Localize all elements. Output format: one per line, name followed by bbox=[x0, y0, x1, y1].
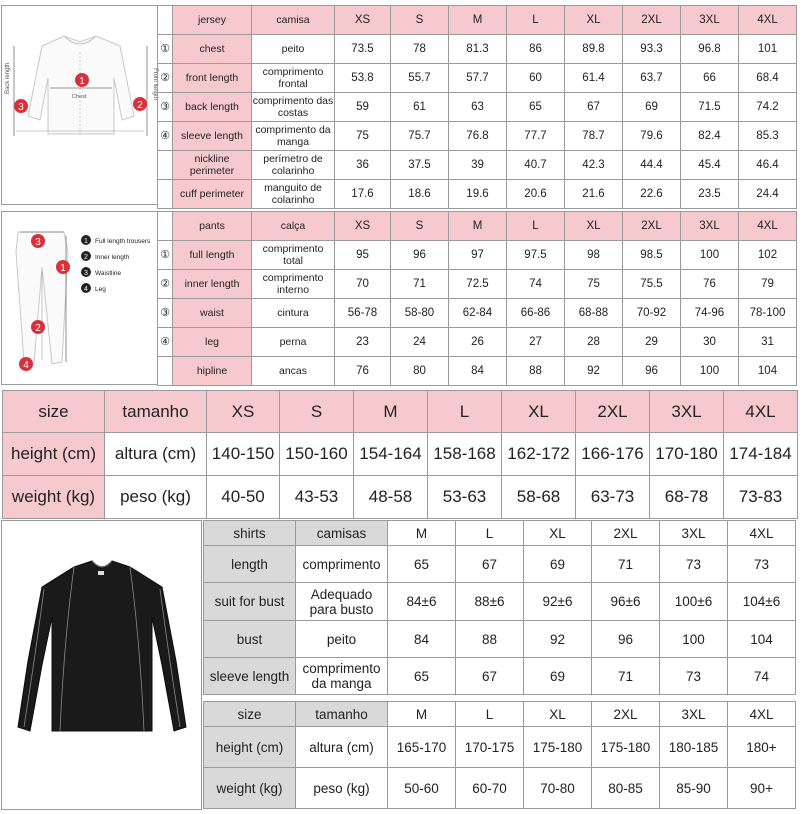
value-cell: 18.6 bbox=[391, 180, 449, 209]
table-row bbox=[158, 151, 797, 180]
row-label-en: weight (kg) bbox=[3, 476, 105, 519]
row-label-en: cuff perimeter bbox=[173, 180, 252, 209]
value-cell: 180+ bbox=[728, 727, 796, 768]
table-row bbox=[158, 299, 797, 328]
row-label-pt: perna bbox=[252, 328, 335, 357]
value-cell: 88 bbox=[507, 357, 565, 386]
value-cell: 71 bbox=[592, 546, 660, 583]
table-row bbox=[158, 328, 797, 357]
pants-table bbox=[157, 211, 797, 386]
shirts-header-pt: camisas bbox=[296, 521, 388, 546]
jersey-diagram-svg bbox=[2, 6, 157, 204]
value-cell: 36 bbox=[335, 151, 391, 180]
row-label-pt: ancas bbox=[252, 357, 335, 386]
value-cell: 75 bbox=[335, 122, 391, 151]
value-cell: 65 bbox=[388, 546, 456, 583]
row-label-en: bust bbox=[204, 621, 296, 658]
value-cell: 80 bbox=[391, 357, 449, 386]
row-index: ① bbox=[158, 35, 173, 64]
value-cell: 23 bbox=[335, 328, 391, 357]
value-cell: 68-78 bbox=[650, 476, 724, 519]
value-cell: 166-176 bbox=[576, 433, 650, 476]
size-header: XS bbox=[335, 6, 391, 35]
front-length-label: Front length bbox=[152, 68, 158, 101]
marker-4-num: 4 bbox=[23, 360, 29, 371]
value-cell: 17.6 bbox=[335, 180, 391, 209]
legend-num: 2 bbox=[84, 254, 88, 261]
value-cell: 92 bbox=[565, 357, 623, 386]
size-header: XL bbox=[565, 212, 623, 241]
table-row bbox=[158, 180, 797, 209]
row-label-en: suit for bust bbox=[204, 583, 296, 621]
row-label-en: leg bbox=[173, 328, 252, 357]
size-header: M bbox=[388, 702, 456, 727]
value-cell: 85-90 bbox=[660, 768, 728, 809]
chest-label: Chest bbox=[72, 94, 87, 100]
pants-header-pt: calça bbox=[252, 212, 335, 241]
value-cell: 65 bbox=[507, 93, 565, 122]
value-cell: 104 bbox=[728, 621, 796, 658]
shirt-sizes-table bbox=[203, 701, 796, 809]
value-cell: 102 bbox=[739, 241, 797, 270]
value-cell: 53-63 bbox=[428, 476, 502, 519]
row-label-pt: comprimento interno bbox=[252, 270, 335, 299]
row-label-pt: altura (cm) bbox=[296, 727, 388, 768]
table-row bbox=[204, 727, 796, 768]
value-cell: 76.8 bbox=[449, 122, 507, 151]
size-header: L bbox=[456, 702, 524, 727]
size-header: S bbox=[391, 6, 449, 35]
value-cell: 58-68 bbox=[502, 476, 576, 519]
row-index bbox=[158, 357, 173, 386]
pants-header-row bbox=[158, 212, 797, 241]
size-header: XL bbox=[524, 702, 592, 727]
jersey-diagram bbox=[1, 5, 158, 205]
value-cell: 57.7 bbox=[449, 64, 507, 93]
value-cell: 67 bbox=[456, 658, 524, 695]
value-cell: 60 bbox=[507, 64, 565, 93]
size-guide-table bbox=[2, 390, 798, 519]
row-index: ④ bbox=[158, 122, 173, 151]
shirt-sizes-header-row bbox=[204, 702, 796, 727]
value-cell: 45.4 bbox=[681, 151, 739, 180]
value-cell: 50-60 bbox=[388, 768, 456, 809]
value-cell: 75.5 bbox=[623, 270, 681, 299]
value-cell: 63.7 bbox=[623, 64, 681, 93]
pants-table-wrap bbox=[157, 211, 797, 386]
marker-2-num: 2 bbox=[35, 323, 41, 334]
size-header: 2XL bbox=[592, 521, 660, 546]
value-cell: 180-185 bbox=[660, 727, 728, 768]
row-label-pt: Adequado para busto bbox=[296, 583, 388, 621]
size-header: 2XL bbox=[623, 6, 681, 35]
size-header: L bbox=[428, 391, 502, 433]
value-cell: 24 bbox=[391, 328, 449, 357]
value-cell: 96 bbox=[391, 241, 449, 270]
value-cell: 92 bbox=[524, 621, 592, 658]
jersey-index-header bbox=[158, 6, 173, 35]
value-cell: 100 bbox=[681, 357, 739, 386]
size-header: M bbox=[449, 6, 507, 35]
value-cell: 76 bbox=[335, 357, 391, 386]
value-cell: 100 bbox=[660, 621, 728, 658]
row-label-pt: cintura bbox=[252, 299, 335, 328]
value-cell: 85.3 bbox=[739, 122, 797, 151]
value-cell: 74-96 bbox=[681, 299, 739, 328]
row-label-pt: comprimento total bbox=[252, 241, 335, 270]
value-cell: 40.7 bbox=[507, 151, 565, 180]
value-cell: 175-180 bbox=[592, 727, 660, 768]
value-cell: 140-150 bbox=[207, 433, 280, 476]
value-cell: 79.6 bbox=[623, 122, 681, 151]
value-cell: 43-53 bbox=[280, 476, 354, 519]
row-label-en: length bbox=[204, 546, 296, 583]
legend-text: Full length trousers bbox=[95, 238, 151, 245]
value-cell: 74.2 bbox=[739, 93, 797, 122]
value-cell: 96 bbox=[623, 357, 681, 386]
value-cell: 44.4 bbox=[623, 151, 681, 180]
value-cell: 89.8 bbox=[565, 35, 623, 64]
value-cell: 39 bbox=[449, 151, 507, 180]
row-label-pt: perímetro de colarinho bbox=[252, 151, 335, 180]
row-label-pt: altura (cm) bbox=[105, 433, 207, 476]
table-row bbox=[3, 433, 798, 476]
value-cell: 30 bbox=[681, 328, 739, 357]
value-cell: 61 bbox=[391, 93, 449, 122]
size-header: L bbox=[507, 6, 565, 35]
value-cell: 68-88 bbox=[565, 299, 623, 328]
row-label-en: full length bbox=[173, 241, 252, 270]
value-cell: 75.7 bbox=[391, 122, 449, 151]
table-row bbox=[158, 64, 797, 93]
value-cell: 81.3 bbox=[449, 35, 507, 64]
value-cell: 82.4 bbox=[681, 122, 739, 151]
value-cell: 97.5 bbox=[507, 241, 565, 270]
value-cell: 158-168 bbox=[428, 433, 502, 476]
value-cell: 97 bbox=[449, 241, 507, 270]
value-cell: 78-100 bbox=[739, 299, 797, 328]
size-header: XL bbox=[565, 6, 623, 35]
row-label-en: back length bbox=[173, 93, 252, 122]
size-header: M bbox=[449, 212, 507, 241]
jersey-header-row bbox=[158, 6, 797, 35]
jersey-table-wrap bbox=[157, 5, 797, 209]
marker-1-num: 1 bbox=[79, 76, 85, 87]
value-cell: 79 bbox=[739, 270, 797, 299]
size-header: L bbox=[456, 521, 524, 546]
jersey-header-pt: camisa bbox=[252, 6, 335, 35]
row-label-pt: peito bbox=[296, 621, 388, 658]
value-cell: 27 bbox=[507, 328, 565, 357]
value-cell: 19.6 bbox=[449, 180, 507, 209]
value-cell: 162-172 bbox=[502, 433, 576, 476]
value-cell: 175-180 bbox=[524, 727, 592, 768]
value-cell: 93.3 bbox=[623, 35, 681, 64]
row-label-en: sleeve length bbox=[204, 658, 296, 695]
row-label-pt: peito bbox=[252, 35, 335, 64]
value-cell: 63 bbox=[449, 93, 507, 122]
value-cell: 71 bbox=[592, 658, 660, 695]
table-row bbox=[158, 93, 797, 122]
value-cell: 61.4 bbox=[565, 64, 623, 93]
row-index: ② bbox=[158, 64, 173, 93]
row-index bbox=[158, 180, 173, 209]
value-cell: 100 bbox=[681, 241, 739, 270]
size-guide-header-row bbox=[3, 391, 798, 433]
shirts-header-row bbox=[204, 521, 796, 546]
value-cell: 84 bbox=[388, 621, 456, 658]
row-label-en: hipline bbox=[173, 357, 252, 386]
size-header: S bbox=[280, 391, 354, 433]
value-cell: 42.3 bbox=[565, 151, 623, 180]
value-cell: 170-180 bbox=[650, 433, 724, 476]
row-label-pt: peso (kg) bbox=[105, 476, 207, 519]
value-cell: 69 bbox=[623, 93, 681, 122]
value-cell: 165-170 bbox=[388, 727, 456, 768]
value-cell: 86 bbox=[507, 35, 565, 64]
value-cell: 69 bbox=[524, 546, 592, 583]
shirts-table bbox=[203, 520, 796, 695]
value-cell: 84 bbox=[449, 357, 507, 386]
value-cell: 26 bbox=[449, 328, 507, 357]
row-label-en: front length bbox=[173, 64, 252, 93]
value-cell: 78 bbox=[391, 35, 449, 64]
size-header: 4XL bbox=[739, 6, 797, 35]
value-cell: 69 bbox=[524, 658, 592, 695]
size-header: XL bbox=[524, 521, 592, 546]
value-cell: 90+ bbox=[728, 768, 796, 809]
value-cell: 31 bbox=[739, 328, 797, 357]
value-cell: 29 bbox=[623, 328, 681, 357]
value-cell: 77.7 bbox=[507, 122, 565, 151]
value-cell: 66 bbox=[681, 64, 739, 93]
value-cell: 40-50 bbox=[207, 476, 280, 519]
value-cell: 71 bbox=[391, 270, 449, 299]
row-label-en: chest bbox=[173, 35, 252, 64]
size-header: XS bbox=[207, 391, 280, 433]
value-cell: 78.7 bbox=[565, 122, 623, 151]
row-label-pt: comprimento frontal bbox=[252, 64, 335, 93]
table-row bbox=[204, 583, 796, 621]
value-cell: 22.6 bbox=[623, 180, 681, 209]
value-cell: 74 bbox=[507, 270, 565, 299]
size-header: 2XL bbox=[592, 702, 660, 727]
value-cell: 104 bbox=[739, 357, 797, 386]
size-header: 4XL bbox=[724, 391, 798, 433]
legend-text: Leg bbox=[95, 286, 106, 293]
row-label-pt: manguito de colarinho bbox=[252, 180, 335, 209]
shirts-table-wrap bbox=[203, 520, 796, 695]
row-label-en: height (cm) bbox=[204, 727, 296, 768]
row-index: ② bbox=[158, 270, 173, 299]
value-cell: 23.5 bbox=[681, 180, 739, 209]
value-cell: 76 bbox=[681, 270, 739, 299]
value-cell: 46.4 bbox=[739, 151, 797, 180]
size-header: 2XL bbox=[576, 391, 650, 433]
table-row bbox=[204, 546, 796, 583]
legend-num: 3 bbox=[84, 270, 88, 277]
value-cell: 73-83 bbox=[724, 476, 798, 519]
value-cell: 20.6 bbox=[507, 180, 565, 209]
shirt-image-svg bbox=[2, 521, 201, 809]
value-cell: 96.8 bbox=[681, 35, 739, 64]
value-cell: 84±6 bbox=[388, 583, 456, 621]
value-cell: 95 bbox=[335, 241, 391, 270]
value-cell: 98.5 bbox=[623, 241, 681, 270]
legend-text: Inner length bbox=[95, 254, 130, 261]
value-cell: 55.7 bbox=[391, 64, 449, 93]
legend-num: 4 bbox=[84, 286, 88, 293]
value-cell: 73 bbox=[660, 658, 728, 695]
marker-1-num: 1 bbox=[60, 263, 66, 274]
pants-header-en: pants bbox=[173, 212, 252, 241]
size-header: 4XL bbox=[728, 702, 796, 727]
size-header: 3XL bbox=[681, 212, 739, 241]
row-index: ① bbox=[158, 241, 173, 270]
value-cell: 71.5 bbox=[681, 93, 739, 122]
value-cell: 170-175 bbox=[456, 727, 524, 768]
size-header: S bbox=[391, 212, 449, 241]
size-header: 3XL bbox=[660, 521, 728, 546]
jersey-table bbox=[157, 5, 797, 209]
row-index bbox=[158, 151, 173, 180]
value-cell: 62-84 bbox=[449, 299, 507, 328]
value-cell: 58-80 bbox=[391, 299, 449, 328]
value-cell: 154-164 bbox=[354, 433, 428, 476]
size-guide-wrap bbox=[2, 390, 798, 519]
row-label-pt: comprimento da manga bbox=[252, 122, 335, 151]
value-cell: 68.4 bbox=[739, 64, 797, 93]
row-label-pt: comprimento da manga bbox=[296, 658, 388, 695]
shirt-image bbox=[1, 520, 202, 810]
size-header: 4XL bbox=[728, 521, 796, 546]
size-header: M bbox=[354, 391, 428, 433]
row-index: ③ bbox=[158, 93, 173, 122]
value-cell: 59 bbox=[335, 93, 391, 122]
value-cell: 56-78 bbox=[335, 299, 391, 328]
shirt-sizes-wrap bbox=[203, 701, 796, 809]
size-header: M bbox=[388, 521, 456, 546]
size-header-en: size bbox=[204, 702, 296, 727]
pants-legend bbox=[81, 235, 151, 293]
value-cell: 48-58 bbox=[354, 476, 428, 519]
jersey-header-en: jersey bbox=[173, 6, 252, 35]
value-cell: 65 bbox=[388, 658, 456, 695]
marker-2-num: 2 bbox=[137, 100, 143, 111]
value-cell: 75 bbox=[565, 270, 623, 299]
table-row bbox=[158, 122, 797, 151]
table-row bbox=[204, 768, 796, 809]
value-cell: 67 bbox=[565, 93, 623, 122]
value-cell: 67 bbox=[456, 546, 524, 583]
table-row bbox=[158, 357, 797, 386]
legend-text: Waistline bbox=[95, 270, 122, 277]
value-cell: 98 bbox=[565, 241, 623, 270]
size-header-pt: tamanho bbox=[105, 391, 207, 433]
row-label-en: weight (kg) bbox=[204, 768, 296, 809]
value-cell: 72.5 bbox=[449, 270, 507, 299]
size-header: 3XL bbox=[681, 6, 739, 35]
size-header: 3XL bbox=[660, 702, 728, 727]
value-cell: 24.4 bbox=[739, 180, 797, 209]
pants-index-header bbox=[158, 212, 173, 241]
value-cell: 88 bbox=[456, 621, 524, 658]
table-row bbox=[204, 621, 796, 658]
value-cell: 63-73 bbox=[576, 476, 650, 519]
table-row bbox=[158, 270, 797, 299]
value-cell: 88±6 bbox=[456, 583, 524, 621]
value-cell: 60-70 bbox=[456, 768, 524, 809]
row-index: ④ bbox=[158, 328, 173, 357]
value-cell: 73 bbox=[728, 546, 796, 583]
value-cell: 96±6 bbox=[592, 583, 660, 621]
back-length-label: Back length bbox=[5, 62, 11, 94]
table-row bbox=[204, 658, 796, 695]
size-header: 4XL bbox=[739, 212, 797, 241]
table-row bbox=[158, 35, 797, 64]
size-header: L bbox=[507, 212, 565, 241]
value-cell: 66-86 bbox=[507, 299, 565, 328]
value-cell: 96 bbox=[592, 621, 660, 658]
size-header-en: size bbox=[3, 391, 105, 433]
legend-num: 1 bbox=[84, 238, 88, 245]
value-cell: 70-80 bbox=[524, 768, 592, 809]
value-cell: 28 bbox=[565, 328, 623, 357]
value-cell: 174-184 bbox=[724, 433, 798, 476]
shirts-header-en: shirts bbox=[204, 521, 296, 546]
pants-diagram bbox=[1, 211, 158, 385]
value-cell: 53.8 bbox=[335, 64, 391, 93]
size-header: XL bbox=[502, 391, 576, 433]
row-label-pt: peso (kg) bbox=[296, 768, 388, 809]
value-cell: 70 bbox=[335, 270, 391, 299]
row-label-en: inner length bbox=[173, 270, 252, 299]
value-cell: 150-160 bbox=[280, 433, 354, 476]
size-header: 2XL bbox=[623, 212, 681, 241]
row-label-en: nickline perimeter bbox=[173, 151, 252, 180]
value-cell: 104±6 bbox=[728, 583, 796, 621]
value-cell: 73 bbox=[660, 546, 728, 583]
marker-3-num: 3 bbox=[35, 237, 41, 248]
pants-diagram-svg bbox=[2, 212, 157, 384]
row-label-en: height (cm) bbox=[3, 433, 105, 476]
size-header: XS bbox=[335, 212, 391, 241]
table-row bbox=[3, 476, 798, 519]
row-label-pt: comprimento bbox=[296, 546, 388, 583]
row-label-en: waist bbox=[173, 299, 252, 328]
value-cell: 74 bbox=[728, 658, 796, 695]
value-cell: 100±6 bbox=[660, 583, 728, 621]
value-cell: 80-85 bbox=[592, 768, 660, 809]
value-cell: 101 bbox=[739, 35, 797, 64]
table-row bbox=[158, 241, 797, 270]
value-cell: 70-92 bbox=[623, 299, 681, 328]
size-header-pt: tamanho bbox=[296, 702, 388, 727]
size-header: 3XL bbox=[650, 391, 724, 433]
value-cell: 73.5 bbox=[335, 35, 391, 64]
row-index: ③ bbox=[158, 299, 173, 328]
row-label-en: sleeve length bbox=[173, 122, 252, 151]
marker-3-num: 3 bbox=[18, 102, 24, 113]
value-cell: 37.5 bbox=[391, 151, 449, 180]
value-cell: 92±6 bbox=[524, 583, 592, 621]
row-label-pt: comprimento das costas bbox=[252, 93, 335, 122]
value-cell: 21.6 bbox=[565, 180, 623, 209]
